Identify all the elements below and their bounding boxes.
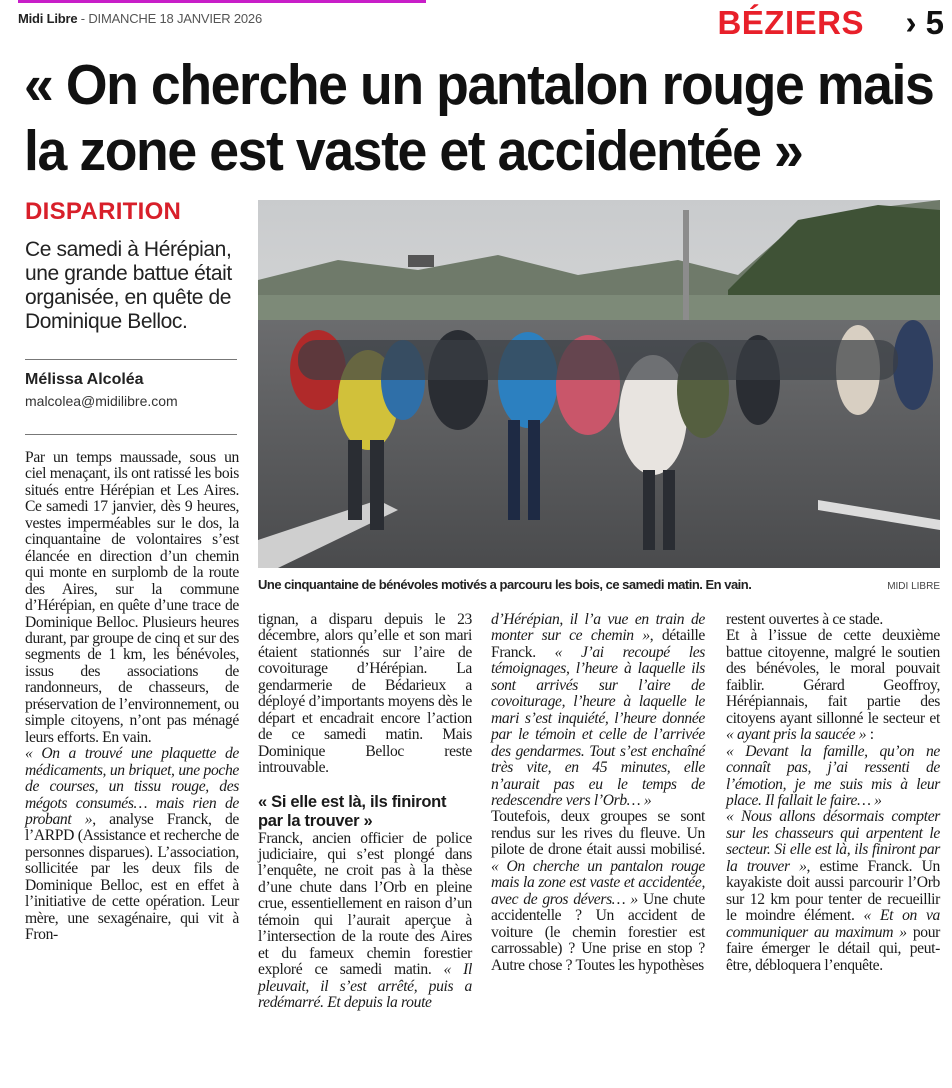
article-column-1: [25, 450, 239, 944]
body-text: restent ouvertes à ce stade.: [726, 611, 883, 628]
body-text: , détaille Franck.: [491, 627, 705, 661]
paragraph: [726, 612, 940, 628]
body-text: Une chute accidentelle ? Un accident de voiture (le chemin forestier est carrossable) ? Une prise en stop ? Autre chose ? Toutes les hypothèses: [491, 890, 706, 974]
author-name: Mélissa Alcoléa: [25, 371, 144, 388]
body-text: Franck, ancien officier de police judiciaire, qui s’est plongé dans l’enquête, ne croit pas à la thèse d’une chute dans l’Orb en pleine crue, essentiellement en raison d’un témoin qui l’aurait aperçue à l’intersection de la route des Aires et du fameux chemin forestier exploré ce samedi matin.: [258, 829, 472, 979]
body-text: « Si elle est là, ils finiront par la trouver »: [258, 792, 447, 830]
article-column-3: [491, 612, 705, 974]
headline: « On cherche un pantalon rouge mais la zone est vaste et accidentée »: [24, 53, 934, 183]
body-text: Et à l’issue de cette deuxième battue citoyenne, malgré le soutien des bénévoles, le moral pouvait faiblir. Gérard Geoffroy, Hérépiannais, fait partie des citoyens ayant sillonné le secteur et: [726, 627, 940, 727]
quote-text: « On a trouvé une plaquette de médicaments, un briquet, une poche de courses, un tissu rouge, des mégots consumés… mais rien de probant »: [25, 745, 239, 828]
divider: [25, 359, 237, 360]
body-text: Toutefois, deux groupes se sont rendus sur les rives du fleuve. Un pilote de drone était aussi mobilisé.: [491, 808, 705, 859]
paper-name: Midi Libre: [18, 11, 78, 26]
paragraph: [491, 809, 705, 974]
issue-date: - DIMANCHE 18 JANVIER 2026: [77, 11, 262, 26]
body-text: tignan, a disparu depuis le 23 décembre, alors qu’elle et son mari étaient stationnés sur l’aire de covoiturage d’Hérépian. La gendarmerie de Bédarieux a déployé d’importants moyens dès le départ et encadrait encore l’action de ce samedi matin. Mais Dominique Belloc reste introuvable.: [258, 611, 472, 777]
paragraph: [25, 450, 239, 746]
intro: Ce samedi à Hérépian, une grande battue était organisée, en quête de Dominique Belloc.: [25, 238, 232, 333]
paragraph: [258, 612, 472, 777]
kicker: DISPARITION: [25, 198, 182, 225]
body-text: pour faire émerger le détail qui, peut-être, débloquera l’enquête.: [726, 923, 940, 974]
article-column-2: [258, 612, 472, 1012]
quote-text: « Nous allons désormais compter sur les chasseurs qui arpentent le secteur. Si elle est là, ils finiront par la trouver »: [726, 808, 940, 875]
body-text: :: [866, 726, 874, 744]
body-text: , analyse Franck, de l’ARPD (Assistance et recherche de personnes disparues). L’association, sollicitée par les deux fils de Dominique Belloc, est en effet à l’initiative de cette opération. Leur mère, une sexagénaire, qui vit à Fron-: [25, 810, 239, 944]
quote-text: « Il pleuvait, il s’est arrêté, puis a redémarré. Et depuis la route: [258, 961, 472, 1012]
body-text: Par un temps maussade, sous un ciel menaçant, ils ont ratissé les bois situés entre Hérépian et Les Aires. Ce samedi 17 janvier, dès 9 heures, vestes imperméables sur le dos, la cinquantaine de volontaires s’est élancée en direction d’un chemin qui monte en surplomb de la route des Aires, sur la commune d’Hérépian, en quête d’une trace de Dominique Belloc. Plusieurs heures durant, par groupe de cinq et sur des segments de 1 km, les bénévoles, issus des associations de randonneurs, de chasseurs, de préservation de l’environnement, ou simple citoyens, n’ont pas ménagé leurs efforts. En vain.: [25, 449, 239, 746]
quote-text: « ayant pris la saucée »: [726, 726, 867, 744]
photo-search-party: [258, 200, 940, 568]
paragraph: [726, 628, 940, 743]
quote-text: « Devant la famille, qu’on ne connaît pas, j’ai ressenti de l’émotion, je me suis mis à leur place. Il fallait le faire… »: [726, 742, 940, 809]
paragraph: [726, 809, 940, 974]
top-accent-bar: [18, 0, 426, 3]
quote-text: « On cherche un pantalon rouge mais la zone est vaste et accidentée, avec de gros dévers… »: [491, 857, 705, 908]
quote-text: « Et on va communiquer au maximum »: [726, 907, 940, 941]
paragraph: [258, 831, 472, 1012]
page-number: › 5: [905, 4, 944, 41]
subheading: [258, 793, 472, 831]
paragraph: [25, 746, 239, 943]
quote-text: « J’ai recoupé les témoignages, l’heure à laquelle ils sont arrivés sur l’aire de covoiturage, l’heure à laquelle le mari s’est inquiété, l’heure donnée par le témoin et celle de l’arrivée des gendarmes. Tout s’est enchaîné très vite, en 45 minutes, elle n’aurait pas eu le temps de redescendre vers l’Orb… »: [491, 643, 705, 809]
paragraph: [491, 612, 705, 809]
section-title: BÉZIERS: [717, 4, 864, 41]
quote-text: d’Hérépian, il l’a vue en train de monter sur ce chemin »: [491, 611, 705, 645]
body-text: , estime Franck. Un kayakiste doit aussi parcourir l’Orb sur 12 km pour tenter de recueillir le moindre élément.: [726, 857, 940, 925]
article-column-4: [726, 612, 940, 974]
divider: [25, 434, 237, 435]
photo-caption: Une cinquantaine de bénévoles motivés a parcouru les bois, ce samedi matin. En vain.: [258, 577, 752, 592]
article-photo: [258, 200, 940, 568]
photo-credit: MIDI LIBRE: [887, 581, 940, 592]
folio: [18, 11, 262, 26]
paragraph: [726, 744, 940, 810]
author-email: malcolea@midilibre.com: [25, 393, 178, 409]
